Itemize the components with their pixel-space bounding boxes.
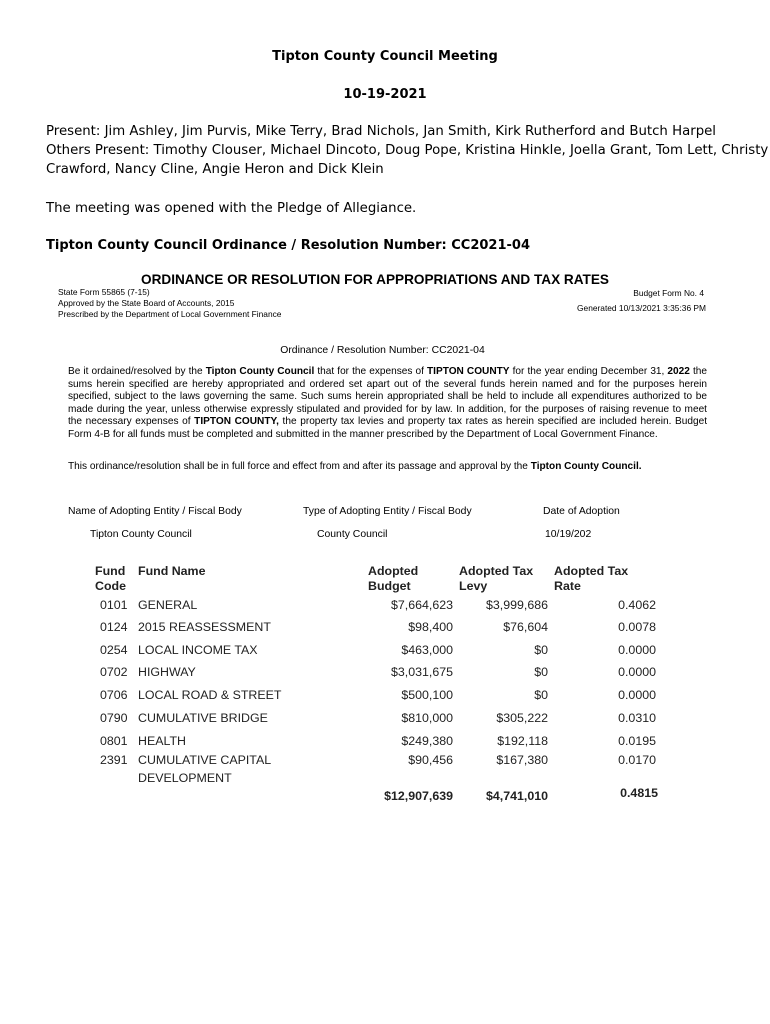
adopted-levy: $192,118 — [497, 734, 548, 748]
generated-timestamp: Generated 10/13/2021 3:35:36 PM — [577, 303, 706, 313]
adopted-levy: $167,380 — [496, 753, 548, 767]
entity-name-value: Tipton County Council — [90, 529, 192, 540]
prescribed-by: Prescribed by the Department of Local Government Finance — [58, 309, 282, 319]
budget-form-no: Budget Form No. 4 — [633, 288, 704, 298]
approved-by: Approved by the State Board of Accounts, 2015 — [58, 298, 235, 308]
adopted-budget: $500,100 — [401, 688, 453, 702]
fund-code: 0254 — [100, 643, 128, 657]
ordinance-heading: Tipton County Council Ordinance / Resolution Number: CC2021-04 — [46, 238, 530, 253]
header-adopted-levy: Adopted Tax Levy — [459, 564, 534, 593]
ordinance-paragraph: Be it ordained/resolved by the Tipton County Council that for the expenses of TIPTON COUNTY for the year ending December 31, 2022 the sums herein specified are hereby appropriated and ordered set apart out of the several funds herein named and for the purposes herein specified, subject to the laws governing the same. Such sums herein appropriated shall be held to include all expenditures authorized to be made during the year, unless otherwise expressly stipulated and provided for by law. In addition, for the purposes of raising revenue to meet the necessary expenses of TIPTON COUNTY, the property tax levies and property tax rates as herein specified are included herein. Budget Form 4-B for all funds must be completed and submitted in the manner prescribed by the Department of Local Government Finance. — [68, 366, 708, 440]
adopted-levy: $76,604 — [503, 620, 548, 634]
fund-code: 0706 — [100, 688, 128, 702]
fund-name: HEALTH — [138, 734, 186, 748]
present-line-1: Present: Jim Ashley, Jim Purvis, Mike Terry, Brad Nichols, Jan Smith, Kirk Rutherford and Butch Harpel — [46, 124, 717, 139]
pledge-text: The meeting was opened with the Pledge of Allegiance. — [46, 201, 417, 216]
form-title: ORDINANCE OR RESOLUTION FOR APPROPRIATIONS AND TAX RATES — [141, 272, 609, 287]
adopted-rate: 0.0310 — [618, 711, 656, 725]
entity-type-value: County Council — [317, 529, 388, 540]
fund-name: HIGHWAY — [138, 665, 196, 679]
fund-name: LOCAL ROAD & STREET — [138, 688, 282, 702]
fund-name-line2: DEVELOPMENT — [138, 771, 232, 785]
adopted-levy: $0 — [534, 643, 548, 657]
adoption-date-value: 10/19/202 — [545, 529, 592, 540]
state-form: State Form 55865 (7-15) — [58, 287, 150, 297]
adopted-levy: $0 — [534, 665, 548, 679]
header-adopted-rate: Adopted Tax Rate — [554, 564, 629, 593]
adopted-budget: $810,000 — [401, 711, 453, 725]
total-budget: $12,907,639 — [384, 789, 453, 803]
entity-name-header: Name of Adopting Entity / Fiscal Body — [68, 506, 242, 517]
header-adopted-budget: Adopted Budget — [368, 564, 419, 593]
adopted-rate: 0.0170 — [618, 753, 656, 767]
adopted-budget: $463,000 — [401, 643, 453, 657]
entity-type-header: Type of Adopting Entity / Fiscal Body — [303, 506, 472, 517]
meeting-date: 10-19-2021 — [343, 87, 427, 102]
adopted-rate: 0.0000 — [618, 688, 656, 702]
fund-code: 0101 — [100, 598, 128, 612]
adopted-budget: $7,664,623 — [390, 598, 453, 612]
adopted-levy: $305,222 — [496, 711, 548, 725]
present-line-2: Others Present: Timothy Clouser, Michael Dincoto, Doug Pope, Kristina Hinkle, Joella Grant, Tom Lett, Christy — [46, 143, 769, 158]
adopted-budget: $3,031,675 — [390, 665, 453, 679]
fund-code: 0790 — [100, 711, 128, 725]
force-effect-text: This ordinance/resolution shall be in full force and effect from and after its passage and approval by the Tipton County Council. — [68, 461, 642, 472]
adopted-rate: 0.0195 — [618, 734, 656, 748]
fund-code: 0124 — [100, 620, 128, 634]
meeting-title: Tipton County Council Meeting — [272, 49, 498, 64]
fund-name: GENERAL — [138, 598, 198, 612]
header-fund-name: Fund Name — [138, 564, 206, 578]
adopted-budget: $98,400 — [408, 620, 453, 634]
adopted-rate: 0.0000 — [618, 643, 656, 657]
fund-code: 0801 — [100, 734, 128, 748]
fund-code: 2391 — [100, 753, 128, 767]
adopted-levy: $0 — [534, 688, 548, 702]
resolution-number: Ordinance / Resolution Number: CC2021-04 — [280, 345, 485, 356]
fund-name: LOCAL INCOME TAX — [138, 643, 258, 657]
present-line-3: Crawford, Nancy Cline, Angie Heron and Dick Klein — [46, 162, 384, 177]
adopted-rate: 0.4062 — [618, 598, 656, 612]
fund-name: CUMULATIVE CAPITAL — [138, 753, 272, 767]
adopted-budget: $90,456 — [408, 753, 453, 767]
header-fund-code: Fund Code — [95, 564, 126, 593]
fund-name: 2015 REASSESSMENT — [138, 620, 271, 634]
total-levy: $4,741,010 — [485, 789, 548, 803]
adopted-rate: 0.0000 — [618, 665, 656, 679]
adopted-budget: $249,380 — [401, 734, 453, 748]
total-rate: 0.4815 — [620, 786, 658, 800]
fund-name: CUMULATIVE BRIDGE — [138, 711, 268, 725]
adopted-levy: $3,999,686 — [485, 598, 548, 612]
adoption-date-header: Date of Adoption — [543, 506, 620, 517]
fund-code: 0702 — [100, 665, 128, 679]
adopted-rate: 0.0078 — [618, 620, 656, 634]
